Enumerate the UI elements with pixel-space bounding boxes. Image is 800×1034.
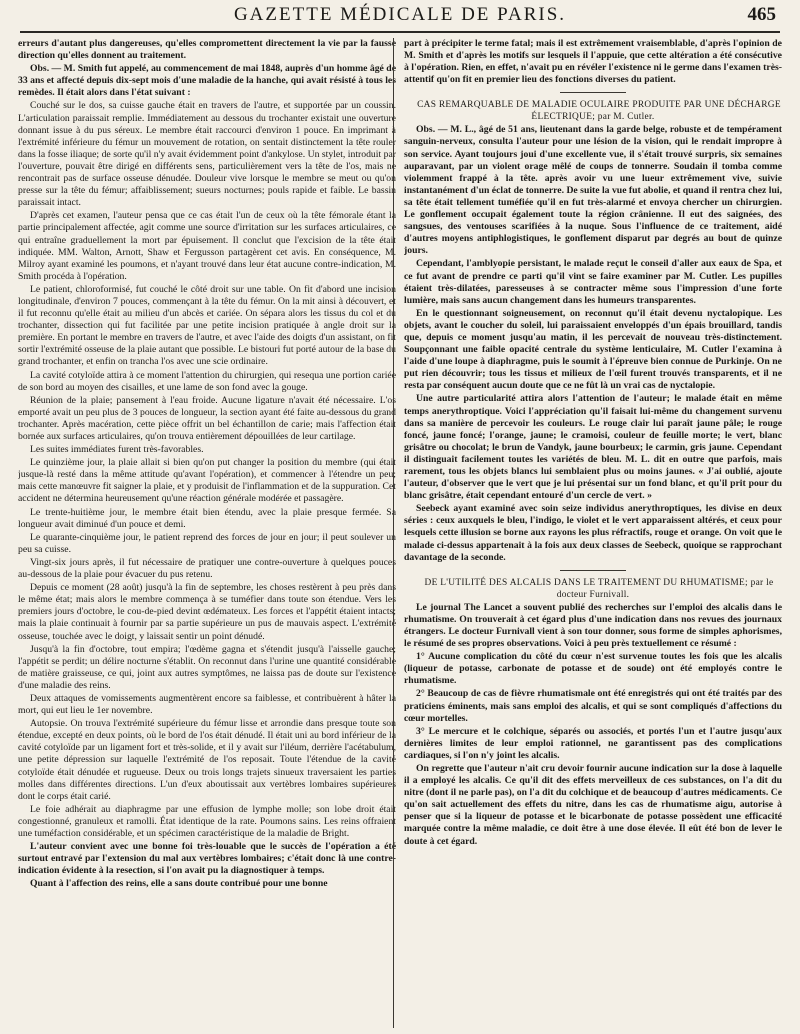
paragraph: Le patient, chloroformisé, fut couché le côté droit sur une table. On fit d'abord une incision longitudinale, d'environ 7 pouces, commençant à la tête du fémur. On la mit ainsi à découvert, et il fut reconnu qu'elle était au milieu d'un abcès et cariée. On sépara alors les tissus du col et du trochanter, dissection qui fut facilitée par une petite incision pratiquée à angle droit sur la première. En portant le membre en travers de l'autre, et avec l'aide des doigts d'un assistant, on fit sortir l'extrémité osseuse de la plaie autant que possible. Le bistouri fut porté autour de la base du grand trochanter, et enfin on trancha l'os avec une scie ordinaire. [18,283,396,368]
paragraph: Seebeck ayant examiné avec soin seize individus anerythroptiques, les divise en deux séries : ceux auxquels le bleu, l'indigo, le violet et le vert apparaissent altérés, et ceux pour lesquels cette illusion se borne aux rayons les plus réfractifs, rouge et orange. On voit que le malade ci-dessus appartenait à la fois aux deux classes de Seebeck, quoique se rapprochant davantage de la seconde. [404,503,782,563]
paragraph: Le quarante-cinquième jour, le patient reprend des forces de jour en jour; il peut soulever un peu sa cuisse. [18,531,396,555]
paragraph: Autopsie. On trouva l'extrémité supérieure du fémur lisse et arrondie dans presque toute son étendue, excepté en deux points, où le bord de l'os était dénudé. Il était uni au bord inférieur de la cavité cotyloïde par un ligament fort et très-solide, et il y avait sur l'iléum, derrière l'acétabulum, une petite dépression sur laquelle l'extrémité de l'os reposait. Toute l'étendue de la cavité cotyloïde était dénudée et rugueuse. Deux ou trois longs trajets sinueux traversaient les parties molles dans différentes directions. L'un d'eux aboutissait aux vertèbres lombaires supérieures dont le corps était carié. [18,718,396,802]
paragraph: Depuis ce moment (28 août) jusqu'à la fin de septembre, les choses restèrent à peu près dans le même état; mais alors le membre commença à se tuméfier dans toute son étendue. Vers les premiers jours d'octobre, le cou-de-pied devint œdémateux. Les forces et l'appétit étaient intacts; mais la plaie continuait à fournir par sa partie supérieure un pus de mauvais aspect. L'extrémité osseuse, touchée avec le doigt, y laissait sentir un point dénudé. [18,582,396,642]
header-rule [20,31,780,33]
paragraph: Une autre particularité attira alors l'attention de l'auteur; le malade était en même temps anerythroptique. Voici l'appréciation qu'il faisait lui-même du changement survenu dans sa manière de percevoir les couleurs. Le rouge clair lui paraît jaune pâle; le rouge foncé, jaune foncé; l'orange, jaune; le cramoisi, couleur de feuille morte; le vert, blanc grisâtre ou chocolat; le brun de Vandyk, jaune bourbeux; le carmin, gris jaune. Cependant il distinguait facilement toutes les variétés de bleu. M. L. dit en outre que parfois, mais rarement, tous les objets blancs lui semblaient plus ou moins jaunes. « J'ai oublié, ajoute l'auteur, d'observer que le vert que je lui présentai sur un fond blanc, et qu'il prit pour du blanc grisâtre, était cependant entouré d'un cercle de vert. » [404,393,782,502]
paragraph: En le questionnant soigneusement, on reconnut qu'il était devenu nyctalopique. Les objets, avant le coucher du soleil, lui paraissaient enveloppés d'un épais brouillard, tandis que, depuis ce moment jusqu'au matin, il les percevait de nouveau très-distinctement. Soupçonnant une faible opacité centrale du système lenticulaire, M. Cutler l'examina à l'aide d'une loupe à diaphragme, puis le soumit à l'épreuve bien connue de Purkinje. On ne put rien découvrir; tous les tissus et milieux de l'œil furent trouvés transparents, et il ne resta par conséquent aucun doute que ce ne fût là un vrai cas de nyctalopie. [404,307,782,392]
paragraph: La cavité cotyloïde attira à ce moment l'attention du chirurgien, qui resequa une portion cariée de son bord au moyen des cisailles, et une lame de son fond avec la gouge. [18,369,396,393]
paragraph: erreurs d'autant plus dangereuses, qu'elles compromettent directement la vie par la fausse direction qu'elles donnent au traitement. [18,38,396,62]
running-title: GAZETTE MÉDICALE DE PARIS. [233,4,567,25]
paragraph: Couché sur le dos, sa cuisse gauche était en travers de l'autre, et supportée par un coussin. L'articulation paraissait remplie. Immédiatement au dessous du trochanter existait une ouverture donnant issue à du pus séreux. Le membre était raccourci d'environ 1 pouce. En imprimant à l'extrémité inférieure du fémur un mouvement de rotation, on sentait distinctement la tête rouler dans la fosse iliaque; de sorte qu'il n'y avait évidemment point d'ankylose. Un stylet, introduit par l'ouverture, pouvait être dirigé en différents sens, particulièrement vers la tête de l'os, mais ne rencontrait pas de surface osseuse dénudée. Douleur vive lorsque le membre se meut ou qu'on presse sur la tête du fémur; affaiblissement; sueurs nocturnes; pouls rapide et faible. Le bassin paraissait intact. [18,100,396,209]
paragraph: Réunion de la plaie; pansement à l'eau froide. Aucune ligature n'avait été nécessaire. L'os emporté avait un peu plus de 3 pouces de longueur, la section ayant été faite au-dessous du grand trochanter. Après macération, cette pièce offrit un bel échantillon de carie; mais l'affection était bornée aux surfaces articulaires, qu'on trouva entièrement dépouillées de leur cartilage. [18,394,396,442]
paragraph: L'auteur convient avec une bonne foi très-louable que le succès de l'opération a été surtout entravé par l'extension du mal aux vertèbres lombaires; c'était donc là une contre-indication évidente à la resection, si l'on avait pu la diagnostiquer à temps. [18,841,396,877]
paragraph: Le quinzième jour, la plaie allait si bien qu'on put changer la position du membre (qui était jusque-là resté dans la même attitude qu'avant l'opération), et commencer à l'étendre un peu; mais cette manœuvre fit saigner la plaie, et y produisit de l'inflammation et de la suppuration. Cet accident ne détermina heureusement qu'une réaction générale modérée et passagère. [18,457,396,505]
paragraph: D'après cet examen, l'auteur pensa que ce cas était l'un de ceux où la tête fémorale étant la partie principalement affectée, agit comme une source d'irritation sur les surfaces articulaires, ce qui entraîne graduellement la mort par épuisement. Il conclut que l'excision de la tête était indiquée. MM. Walton, Arnott, Shaw et Fergusson partagèrent cet avis. En conséquence, M. Milroy ayant examiné les poumons, et n'ayant trouvé dans leur état aucune contre-indication, M. Smith procéda à l'opération. [18,210,396,282]
paragraph: part à précipiter le terme fatal; mais il est extrêmement vraisemblable, d'après l'opinion de M. Smith et d'après les motifs sur lesquels il l'appuie, que cette altération a été consécutive à l'opération. Rien, en effet, n'avait pu en révéler l'existence ni le germe dans l'examen très-attentif qu'on fit en premier lieu des fonctions diverses du patient. [404,38,782,86]
right-column [404,38,782,1030]
page-number: 465 [747,4,776,25]
section-heading: CAS REMARQUABLE DE MALADIE OCULAIRE PRODUITE PAR UNE DÉCHARGE ÉLECTRIQUE; par M. Cutler. [417,100,781,123]
paragraph: Deux attaques de vomissements augmentèrent encore sa faiblesse, et contribuèrent à hâter la mort, qui eut lieu le 1er novembre. [18,692,396,717]
paragraph: Le trente-huitième jour, le membre était bien étendu, avec la plaie presque fermée. Sa longueur avait diminué d'un pouce et demi. [18,506,396,530]
paragraph: Le journal The Lancet a souvent publié des recherches sur l'emploi des alcalis dans le rhumatisme. On trouverait à cet égard plus d'une indication dans nos revues des journaux étrangers. Le docteur Furnivall vient à son tour donner, sous forme de simples aphorismes, le résumé de ses propres observations. Voici à peu près textuellement ce résumé : [404,601,782,650]
paragraph: 3° Le mercure et le colchique, séparés ou associés, et portés l'un et l'autre jusqu'aux dernières limites de leur emploi rationnel, ne garantissent pas des complications cardiaques, si l'on n'y joint les alcalis. [404,725,782,761]
section-heading: DE L'UTILITÉ DES ALCALIS DANS LE TRAITEMENT DU RHUMATISME; par le docteur Furnivall. [424,577,774,600]
paragraph: Jusqu'à la fin d'octobre, tout empira; l'œdème gagna et s'étendit jusqu'à l'aisselle gauche; l'appétit se perdit; un délire nocturne s'établit. On reconnut dans l'urine une quantité considérable de matière graisseuse, ce qui, joint aux autres symptômes, ne laissa pas de doute sur l'existence d'une maladie des reins. [18,643,396,691]
column-divider [393,38,394,1028]
page-header [20,4,780,30]
paragraph: Vingt-six jours après, il fut nécessaire de pratiquer une contre-ouverture à quelques pouces au-dessous de la plaie pour évacuer du pus retenu. [18,556,396,581]
paragraph: Cependant, l'amblyopie persistant, le malade reçut le conseil d'aller aux eaux de Spa, et ce fut avant de prendre ce parti qu'il vint se faire examiner par M. Cutler. Les pupilles étaient très-dilatées, paresseuses à se contracter même sous l'impression d'une forte lumière, mais sans aucun changement dans les humeurs transparentes. [404,258,782,306]
paragraph: Obs. — M. Smith fut appelé, au commencement de mai 1848, auprès d'un homme âgé de 33 ans et affecté depuis dix-sept mois d'une maladie de la hanche, qui avait résisté à tous les remèdes. Il était alors dans l'état suivant : [18,63,396,99]
paragraph: Les suites immédiates furent très-favorables. [30,444,204,456]
paragraph: Obs. — M. L., âgé de 51 ans, lieutenant dans la garde belge, robuste et de tempérament sanguin-nerveux, consulta l'auteur pour une lésion de la vision, qui le rendait impropre à son service. Ayant toujours joui d'une excellente vue, il s'était trouvé surpris, six semaines auparavant, par un violent orage mêlé de coups de tonnerre. Soudain il tomba comme violemment frappé à la tête. après avoir vu une lueur extrêmement vive, suivie instantanément d'un éclat de tonnerre. De suite la vue fut abolie, et quand il rentra chez lui, sa tête était tellement tuméfiée qu'il en fut très-alarmé et envoya chercher un chirurgien. Le gonflement occupait également toute la région crânienne. Il eut des saignées, des sangsues, des ventouses scarifiées à la nuque. Sous l'influence de ce traitement, aidé d'autres moyens antiphlogistiques, le gonflement disparut par degrés au bout de quinze jours. [404,124,782,257]
paragraph: 1° Aucune complication du côté du cœur n'est survenue toutes les fois que les alcalis (liqueur de potasse, carbonate de potasse et de soude) ont été employés contre le rhumatisme. [404,651,782,687]
paragraph: Quant à l'affection des reins, elle a sans doute contribué pour une bonne [30,878,328,890]
paragraph: 2° Beaucoup de cas de fièvre rhumatismale ont été enregistrés qui ont été traités par des praticiens éminents, mais sans emploi des alcalis, et qui se sont compliqués d'affections du cœur mortelles. [404,688,782,724]
left-column [18,38,396,1030]
paragraph: Le foie adhérait au diaphragme par une effusion de lymphe molle; son lobe droit était congestionné, granuleux et ramolli. État identique de la rate. Poumons sains. Les reins offraient une tuméfaction considérable, et un spécimen caractéristique de la maladie de Bright. [18,803,396,839]
section-separator [560,570,626,571]
section-separator [560,92,626,93]
paragraph: On regrette que l'auteur n'ait cru devoir fournir aucune indication sur la dose à laquelle il a employé les alcalis. Ce qu'il dit des effets merveilleux de ces substances, on l'a dit du nitre (dont il ne parle pas), on l'a dit du colchique et de beaucoup d'autres médicaments. Ce qu'on sait actuellement des effets du nitre, dans les cas de rhumatisme aigu, autorise à penser que si la liqueur de potasse et le bicarbonate de potasse possèdent une efficacité marquée contre la même maladie, ce doit être à une dose élevée. Il eût été bon de lever le doute à cet égard. [404,762,782,847]
